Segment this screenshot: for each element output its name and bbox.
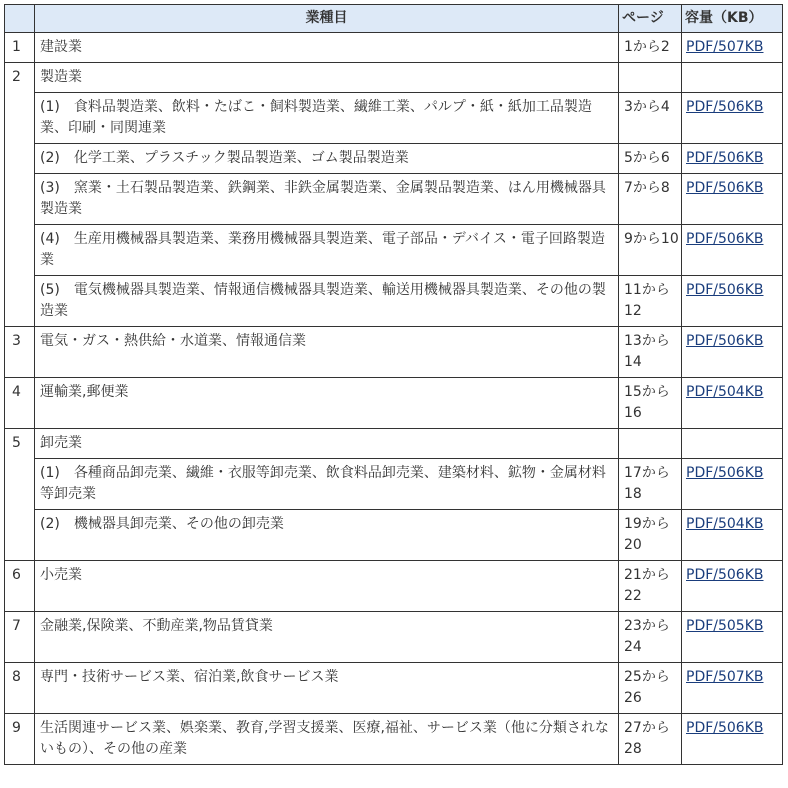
- pdf-cell: [682, 63, 783, 93]
- page-range: 17から18: [619, 459, 682, 510]
- row-number: 9: [5, 714, 35, 765]
- page-range: 27から28: [619, 714, 682, 765]
- pdf-cell: [682, 93, 783, 144]
- pdf-cell: [682, 714, 783, 765]
- pdf-cell: [682, 276, 783, 327]
- page-range: 11から12: [619, 276, 682, 327]
- row-number: [5, 510, 35, 561]
- page-range: 19から20: [619, 510, 682, 561]
- pdf-download-link[interactable]: PDF/506KB: [686, 567, 764, 583]
- page-range: [619, 63, 682, 93]
- pdf-cell: [682, 429, 783, 459]
- header-pages: ページ: [619, 5, 682, 33]
- industry-name: 生活関連サービス業、娯楽業、教育,学習支援業、医療,福祉、サービス業（他に分類されないもの）、その他の産業: [35, 714, 619, 765]
- table-row: [5, 459, 783, 510]
- page-range: 23から24: [619, 612, 682, 663]
- industry-table: [4, 4, 783, 765]
- table-row: [5, 225, 783, 276]
- industry-name: (2) 化学工業、プラスチック製品製造業、ゴム製品製造業: [35, 144, 619, 174]
- table-row: [5, 327, 783, 378]
- pdf-download-link[interactable]: PDF/506KB: [686, 231, 764, 247]
- table-row: [5, 510, 783, 561]
- row-number: 4: [5, 378, 35, 429]
- pdf-download-link[interactable]: PDF/506KB: [686, 465, 764, 481]
- row-number: [5, 174, 35, 225]
- page-range: 1から2: [619, 33, 682, 63]
- industry-name: 電気・ガス・熱供給・水道業、情報通信業: [35, 327, 619, 378]
- table-row: [5, 378, 783, 429]
- pdf-cell: [682, 561, 783, 612]
- row-number: 2: [5, 63, 35, 93]
- row-number: 6: [5, 561, 35, 612]
- header-size: 容量（KB）: [682, 5, 783, 33]
- table-row: [5, 276, 783, 327]
- industry-name: 製造業: [35, 63, 619, 93]
- table-row: [5, 714, 783, 765]
- page-range: 3から4: [619, 93, 682, 144]
- row-number: 1: [5, 33, 35, 63]
- row-number: [5, 459, 35, 510]
- table-row: [5, 663, 783, 714]
- pdf-download-link[interactable]: PDF/506KB: [686, 282, 764, 298]
- row-number: [5, 225, 35, 276]
- table-row: [5, 33, 783, 63]
- industry-name: (3) 窯業・土石製品製造業、鉄鋼業、非鉄金属製造業、金属製品製造業、はん用機械器具製造業: [35, 174, 619, 225]
- industry-name: 専門・技術サービス業、宿泊業,飲食サービス業: [35, 663, 619, 714]
- industry-name: 小売業: [35, 561, 619, 612]
- page-range: 7から8: [619, 174, 682, 225]
- pdf-download-link[interactable]: PDF/506KB: [686, 180, 764, 196]
- industry-name: 卸売業: [35, 429, 619, 459]
- pdf-cell: [682, 225, 783, 276]
- header-row: [5, 5, 783, 33]
- page-range: [619, 429, 682, 459]
- pdf-cell: [682, 174, 783, 225]
- pdf-cell: [682, 33, 783, 63]
- row-number: [5, 276, 35, 327]
- table-row: [5, 63, 783, 93]
- pdf-download-link[interactable]: PDF/504KB: [686, 384, 764, 400]
- pdf-download-link[interactable]: PDF/504KB: [686, 516, 764, 532]
- industry-name: (4) 生産用機械器具製造業、業務用機械器具製造業、電子部品・デバイス・電子回路製造業: [35, 225, 619, 276]
- page-range: 9から10: [619, 225, 682, 276]
- industry-name: (1) 各種商品卸売業、繊維・衣服等卸売業、飲食料品卸売業、建築材料、鉱物・金属材料等卸売業: [35, 459, 619, 510]
- pdf-cell: [682, 378, 783, 429]
- row-number: 7: [5, 612, 35, 663]
- pdf-download-link[interactable]: PDF/507KB: [686, 669, 764, 685]
- row-number: [5, 93, 35, 144]
- table-row: [5, 93, 783, 144]
- table-row: [5, 429, 783, 459]
- page-range: 21から22: [619, 561, 682, 612]
- pdf-cell: [682, 144, 783, 174]
- header-industry: 業種目: [35, 5, 619, 33]
- row-number: 8: [5, 663, 35, 714]
- industry-name: 建設業: [35, 33, 619, 63]
- industry-name: 運輸業,郵便業: [35, 378, 619, 429]
- pdf-download-link[interactable]: PDF/507KB: [686, 39, 764, 55]
- pdf-download-link[interactable]: PDF/506KB: [686, 150, 764, 166]
- pdf-cell: [682, 459, 783, 510]
- row-number: [5, 144, 35, 174]
- row-number: 3: [5, 327, 35, 378]
- pdf-cell: [682, 612, 783, 663]
- pdf-cell: [682, 510, 783, 561]
- industry-name: (5) 電気機械器具製造業、情報通信機械器具製造業、輸送用機械器具製造業、その他の製造業: [35, 276, 619, 327]
- row-number: 5: [5, 429, 35, 459]
- table-row: [5, 144, 783, 174]
- pdf-download-link[interactable]: PDF/506KB: [686, 720, 764, 736]
- page-range: 25から26: [619, 663, 682, 714]
- table-row: [5, 561, 783, 612]
- page-range: 15から16: [619, 378, 682, 429]
- industry-name: 金融業,保険業、不動産業,物品賃貸業: [35, 612, 619, 663]
- header-number: [5, 5, 35, 33]
- industry-name: (2) 機械器具卸売業、その他の卸売業: [35, 510, 619, 561]
- pdf-cell: [682, 327, 783, 378]
- pdf-download-link[interactable]: PDF/506KB: [686, 99, 764, 115]
- page-range: 13から14: [619, 327, 682, 378]
- pdf-cell: [682, 663, 783, 714]
- pdf-download-link[interactable]: PDF/505KB: [686, 618, 764, 634]
- table-row: [5, 612, 783, 663]
- pdf-download-link[interactable]: PDF/506KB: [686, 333, 764, 349]
- page-range: 5から6: [619, 144, 682, 174]
- industry-name: (1) 食料品製造業、飲料・たばこ・飼料製造業、繊維工業、パルプ・紙・紙加工品製造業、印刷・同関連業: [35, 93, 619, 144]
- table-row: [5, 174, 783, 225]
